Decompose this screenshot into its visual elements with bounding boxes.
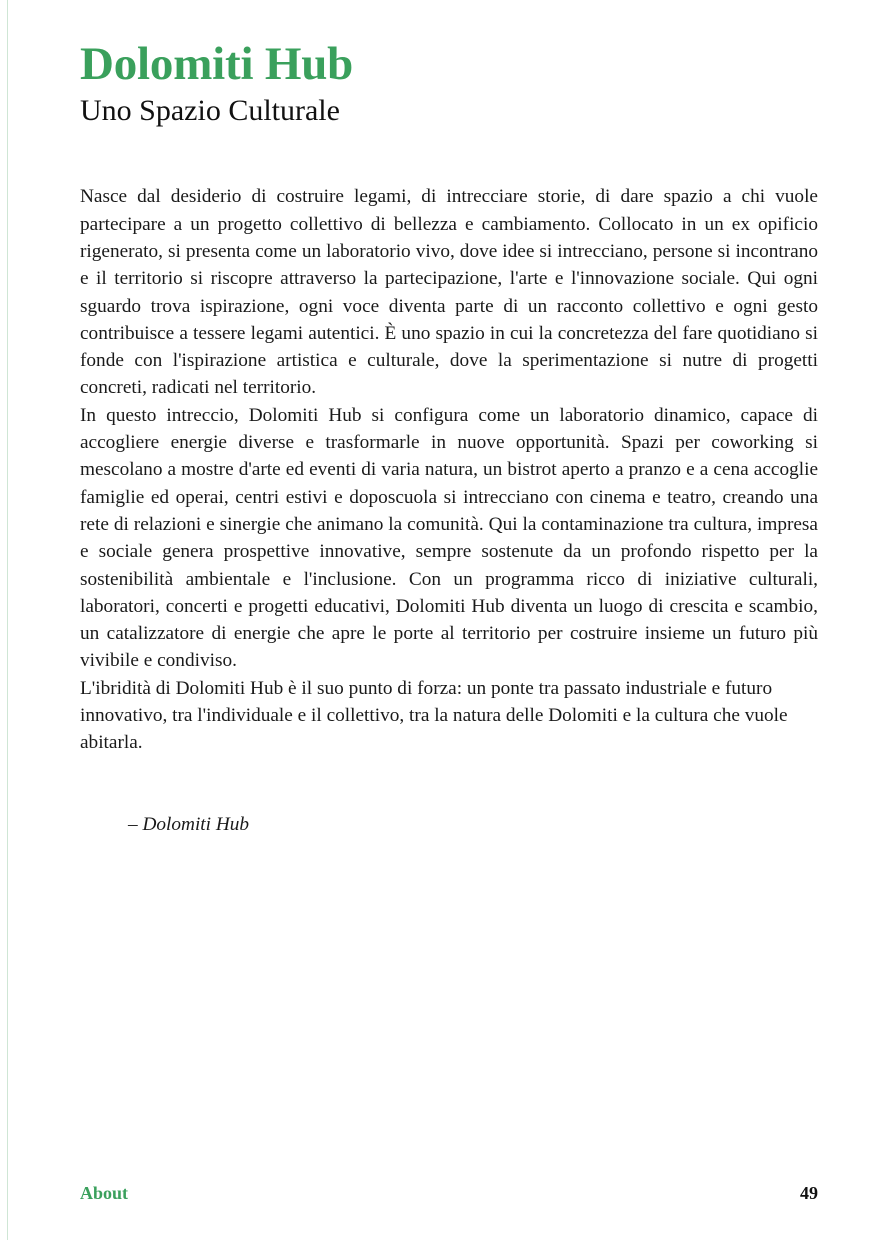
body-paragraph-3: L'ibridità di Dolomiti Hub è il suo punto di forza: un ponte tra passato industriale e futuro innovativo, tra l'individuale e il collettivo, tra la natura delle Dolomiti e la cultura che vuole abitarla. [80, 677, 788, 754]
page-subtitle: Uno Spazio Culturale [80, 93, 340, 127]
masthead [80, 0, 818, 127]
body-paragraph-2: In questo intreccio, Dolomiti Hub si configura come un laboratorio dinamico, capace di accogliere energie diverse e trasformarle in nuove opportunità. Spazi per coworking si mescolano a mostre d'arte ed eventi di varia natura, un bistrot aperto a pranzo e a cena accoglie famiglie ed operai, centri estivi e doposcuola si intrecciano con cinema e teatro, creando una rete di relazioni e sinergie che animano la comunità. Qui la contaminazione tra cultura, impresa e sociale genera prospettive innovative, sempre sostenute da un profondo rispetto per la sostenibilità ambientale e l'inclusione. Con un programma ricco di iniziative culturali, laboratori, concerti e progetti educativi, Dolomiti Hub diventa un luogo di crescita e scambio, un catalizzatore di energie che apre le porte al territorio per costruire insieme un futuro più vivibile e condiviso. [80, 404, 818, 672]
attribution: – Dolomiti Hub [128, 813, 250, 835]
footer-section-label: About [80, 1183, 129, 1203]
page-title: Dolomiti Hub [80, 38, 354, 90]
article-body [80, 183, 818, 837]
page-content [80, 0, 818, 1240]
footer-page-number: 49 [800, 1183, 818, 1203]
page-footer [80, 1183, 818, 1204]
page-edge-rule [7, 0, 8, 1240]
body-paragraph-1: Nasce dal desiderio di costruire legami, di intrecciare storie, di dare spazio a chi vuole partecipare a un progetto collettivo di bellezza e cambiamento. Collocato in un ex opificio rigenerato, si presenta come un laboratorio vivo, dove idee si intrecciano, persone si incontrano e il territorio si riscopre attraverso la partecipazione, l'arte e l'innovazione sociale. Qui ogni sguardo trova ispirazione, ogni voce diventa parte di un racconto collettivo e ogni gesto contribuisce a tessere legami autentici. È uno spazio in cui la concretezza del fare quotidiano si fonde con l'ispirazione artistica e culturale, dove la sperimentazione si nutre di progetti concreti, radicati nel territorio. [80, 186, 818, 399]
